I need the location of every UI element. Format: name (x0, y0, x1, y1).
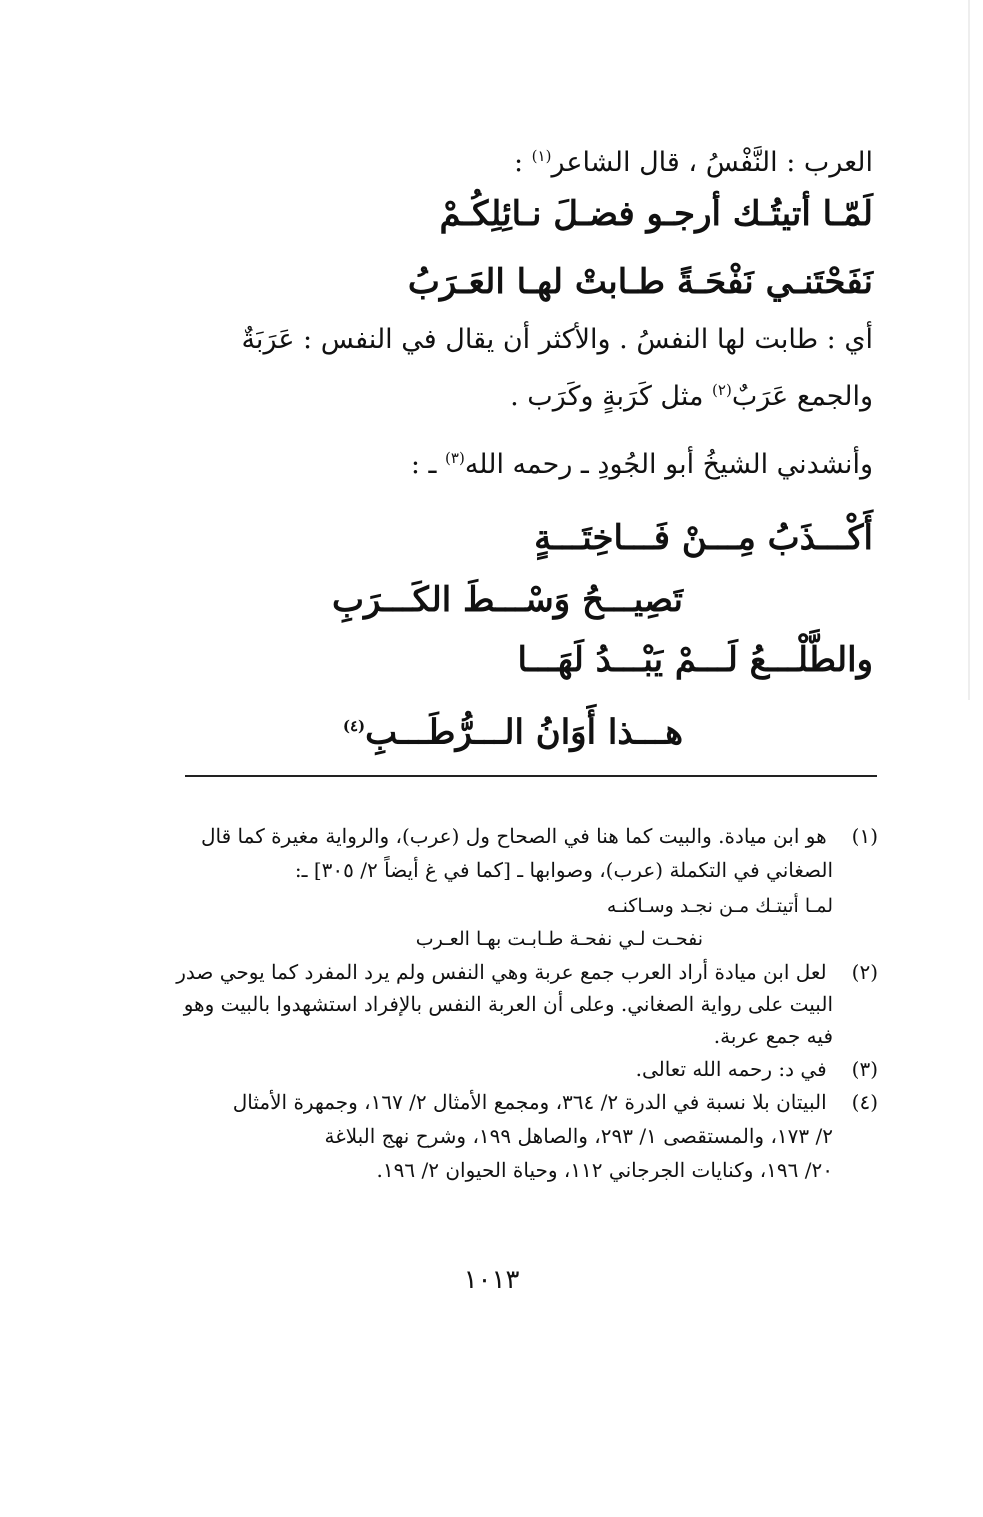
footnote-ref-4[interactable]: (٤) (342, 717, 366, 735)
body-text: مثل كَرَبةٍ وكَرَب . (510, 381, 713, 412)
footnote-2-line-3: فيه جمع عربة. (713, 1024, 833, 1048)
footnote-text: البيتان بلا نسبة في الدرة ٢/ ٣٦٤، ومجمع الأمثال ٢/ ١٦٧، وجمهرة الأمثال (232, 1090, 827, 1114)
body-text: ـ : (410, 449, 446, 480)
footnote-4-line-2: ٢/ ١٧٣، والمستقصى ١/ ٢٩٣، والصاهل ١٩٩، وشرح نهج البلاغة (324, 1124, 833, 1148)
page-number: ١٠١٣ (463, 1265, 520, 1295)
body-line-1 (173, 136, 873, 183)
scan-edge (968, 0, 970, 700)
verse-2-line-4 (0, 702, 683, 756)
footnote-4-line-1 (178, 1088, 878, 1117)
footnote-text: هو ابن ميادة. والبيت كما هنا في الصحاح ول (عرب)، والرواية مغيرة كما قال (201, 824, 827, 848)
paragraph-1-line-2 (173, 370, 873, 417)
footnote-3 (178, 1055, 878, 1084)
footnote-number-1: (١) (851, 824, 878, 848)
verse-2-line-2: تَصِيـــحُ وَسْـــطَ الكَـــرَبِ (331, 580, 683, 620)
verse-2-line-1: أَكْـــذَبُ مِـــنْ فَـــاخِتَـــةٍ (534, 518, 873, 558)
verse-1-first-hemistich: لَمّـا أتيتُـك أرجـو فضـلَ نـائِلِكُـمْ (439, 194, 873, 234)
verse-text: هـــذا أَوَانُ الـــرُّطَـــبِ (365, 712, 683, 753)
footnote-1-line-1 (178, 822, 878, 851)
footnote-number-3: (٣) (851, 1057, 878, 1081)
footnote-number-4: (٤) (851, 1090, 878, 1114)
footnote-ref-2[interactable]: (٢) (712, 381, 732, 399)
footnote-separator (185, 775, 877, 777)
footnote-text: في د: رحمه الله تعالى. (635, 1057, 827, 1081)
paragraph-2 (173, 438, 873, 485)
footnote-4-line-3: ٢٠/ ١٩٦، وكنايات الجرجاني ١١٢، وحياة الحيوان ٢/ ١٩٦. (376, 1158, 833, 1182)
verse-1-second-hemistich: نَفَحْتَنـي نَفْحَـةً طـابتْ لهـا العَـرَبُ (407, 262, 873, 302)
footnote-text: لعل ابن ميادة أراد العرب جمع عربة وهي النفس ولم يرد المفرد كما يوحي صدر (176, 960, 827, 984)
body-text: العرب : النَّفْسُ ، قال الشاعر (551, 147, 873, 178)
footnote-1-line-2: الصغاني في التكملة (عرب)، وصوابها ـ [كما في غ أيضاً ٢/ ٣٠٥] ـ: (294, 858, 833, 882)
body-text: والجمع عَرَبٌ (731, 381, 873, 412)
footnote-2-line-2: البيت على رواية الصغاني. وعلى أن العربة النفس بالإفراد استشهدوا بالبيت وهو (183, 992, 833, 1016)
footnote-2-line-1 (178, 958, 878, 987)
footnote-ref-1[interactable]: (١) (531, 147, 552, 165)
paragraph-1-line-1: أي : طابت لها النفسُ . والأكثر أن يقال في النفس : عَرَبَةٌ (241, 324, 873, 355)
footnote-1-verse-b: نفحـت لـي نفحـة طـابـت بهـا العـرب (415, 928, 703, 950)
footnote-1-verse-a: لمـا أتيتـك مـن نجـد وسـاكنـه (606, 895, 833, 917)
footnote-number-2: (٢) (851, 960, 878, 984)
verse-2-line-3: والطَّلْـــعُ لَـــمْ يَبْـــدُ لَهَـــا (517, 640, 873, 680)
body-text: وأنشدني الشيخُ أبو الجُودِ ـ رحمه الله (464, 449, 873, 480)
footnote-ref-3[interactable]: (٣) (445, 449, 465, 467)
body-text: : (513, 147, 532, 178)
